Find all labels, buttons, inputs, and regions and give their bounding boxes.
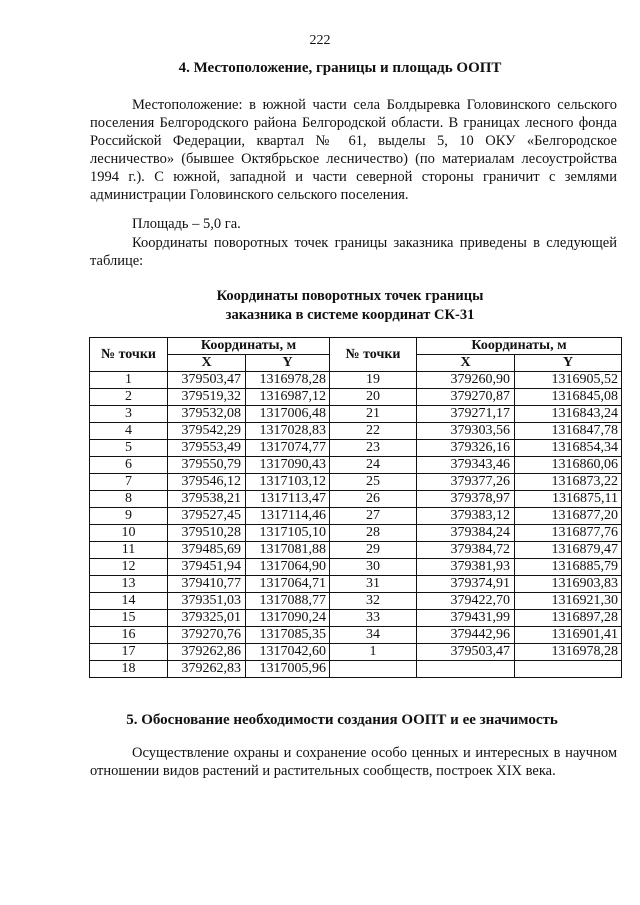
table-row xyxy=(90,491,622,508)
right-x-value xyxy=(417,661,515,678)
right-x-value: 379326,16 xyxy=(417,440,515,457)
right-y-value: 1316897,28 xyxy=(515,610,622,627)
left-point-number: 18 xyxy=(90,661,168,678)
right-y-value: 1316877,76 xyxy=(515,525,622,542)
left-point-number: 11 xyxy=(90,542,168,559)
table-row xyxy=(90,423,622,440)
table-row xyxy=(90,457,622,474)
right-point-number: 34 xyxy=(330,627,417,644)
right-x-value: 379422,70 xyxy=(417,593,515,610)
header-y-left: Y xyxy=(246,355,330,372)
right-x-value: 379383,12 xyxy=(417,508,515,525)
left-x-value: 379262,83 xyxy=(168,661,246,678)
left-x-value: 379485,69 xyxy=(168,542,246,559)
right-y-value: 1316847,78 xyxy=(515,423,622,440)
right-y-value: 1316845,08 xyxy=(515,389,622,406)
left-x-value: 379527,45 xyxy=(168,508,246,525)
right-x-value: 379384,24 xyxy=(417,525,515,542)
right-x-value: 379381,93 xyxy=(417,559,515,576)
right-x-value: 379377,26 xyxy=(417,474,515,491)
justification-paragraph xyxy=(90,744,617,780)
page-number: 222 xyxy=(309,33,331,48)
justification-text: Осуществление охраны и сохранение особо ценных и интересных в научном отношении видов растений и растительных сообществ, построек XIX века. xyxy=(90,745,617,779)
left-y-value: 1316987,12 xyxy=(246,389,330,406)
right-x-value: 379503,47 xyxy=(417,644,515,661)
location-text: Местоположение: в южной части села Болдыревка Головинского сельского поселения Белгородского района Белгородской области. В границах лесного фонда Российской Федерации, квартал № 61, выделы 5, 10 ОКУ «Белгородское лесничество» (бывшее Октябрьское лесничество) (по материалам лесоустройства 1994 г.). С южной, западной и части северной стороны граничит с землями администрации Головинского сельского поселения. xyxy=(90,97,617,203)
left-y-value: 1317090,24 xyxy=(246,610,330,627)
right-y-value: 1316905,52 xyxy=(515,372,622,389)
left-x-value: 379550,79 xyxy=(168,457,246,474)
area-text: Площадь – 5,0 га. xyxy=(132,216,241,232)
table-title xyxy=(150,287,550,325)
right-x-value: 379303,56 xyxy=(417,423,515,440)
table-row xyxy=(90,440,622,457)
table-row xyxy=(90,661,622,678)
left-y-value: 1317105,10 xyxy=(246,525,330,542)
left-x-value: 379546,12 xyxy=(168,474,246,491)
left-point-number: 1 xyxy=(90,372,168,389)
location-paragraph xyxy=(90,96,617,204)
right-point-number: 30 xyxy=(330,559,417,576)
right-x-value: 379384,72 xyxy=(417,542,515,559)
left-y-value: 1316978,28 xyxy=(246,372,330,389)
header-y-right: Y xyxy=(515,355,622,372)
table-title-line-2: заказника в системе координат СК-31 xyxy=(225,307,475,323)
right-point-number: 21 xyxy=(330,406,417,423)
table-row xyxy=(90,610,622,627)
right-point-number: 29 xyxy=(330,542,417,559)
left-y-value: 1317103,12 xyxy=(246,474,330,491)
right-y-value: 1316903,83 xyxy=(515,576,622,593)
table-row xyxy=(90,627,622,644)
left-x-value: 379553,49 xyxy=(168,440,246,457)
left-y-value: 1317088,77 xyxy=(246,593,330,610)
left-x-value: 379270,76 xyxy=(168,627,246,644)
left-point-number: 2 xyxy=(90,389,168,406)
right-y-value: 1316901,41 xyxy=(515,627,622,644)
right-y-value: 1316921,30 xyxy=(515,593,622,610)
left-x-value: 379538,21 xyxy=(168,491,246,508)
left-x-value: 379510,28 xyxy=(168,525,246,542)
table-row xyxy=(90,389,622,406)
right-point-number xyxy=(330,661,417,678)
left-point-number: 13 xyxy=(90,576,168,593)
table-row xyxy=(90,406,622,423)
left-y-value: 1317006,48 xyxy=(246,406,330,423)
coordinates-table-body xyxy=(90,372,622,678)
left-x-value: 379325,01 xyxy=(168,610,246,627)
left-y-value: 1317064,90 xyxy=(246,559,330,576)
right-y-value: 1316877,20 xyxy=(515,508,622,525)
right-x-value: 379378,97 xyxy=(417,491,515,508)
right-x-value: 379442,96 xyxy=(417,627,515,644)
right-point-number: 33 xyxy=(330,610,417,627)
left-y-value: 1317090,43 xyxy=(246,457,330,474)
right-point-number: 31 xyxy=(330,576,417,593)
section-4-heading: 4. Местоположение, границы и площадь ООПТ xyxy=(178,60,502,76)
left-x-value: 379519,32 xyxy=(168,389,246,406)
right-x-value: 379343,46 xyxy=(417,457,515,474)
right-point-number: 22 xyxy=(330,423,417,440)
left-x-value: 379542,29 xyxy=(168,423,246,440)
right-y-value: 1316875,11 xyxy=(515,491,622,508)
left-y-value: 1317114,46 xyxy=(246,508,330,525)
table-row xyxy=(90,576,622,593)
right-y-value: 1316879,47 xyxy=(515,542,622,559)
left-y-value: 1317081,88 xyxy=(246,542,330,559)
left-point-number: 12 xyxy=(90,559,168,576)
left-point-number: 7 xyxy=(90,474,168,491)
header-point-right: № точки xyxy=(330,338,417,372)
table-row xyxy=(90,559,622,576)
header-x-right: X xyxy=(417,355,515,372)
right-x-value: 379374,91 xyxy=(417,576,515,593)
right-y-value: 1316854,34 xyxy=(515,440,622,457)
right-x-value: 379271,17 xyxy=(417,406,515,423)
table-title-line-1: Координаты поворотных точек границы xyxy=(216,288,484,304)
left-y-value: 1317113,47 xyxy=(246,491,330,508)
left-point-number: 14 xyxy=(90,593,168,610)
left-x-value: 379410,77 xyxy=(168,576,246,593)
table-row xyxy=(90,474,622,491)
right-point-number: 27 xyxy=(330,508,417,525)
left-point-number: 4 xyxy=(90,423,168,440)
table-row xyxy=(90,593,622,610)
left-y-value: 1317064,71 xyxy=(246,576,330,593)
coords-intro-text: Координаты поворотных точек границы заказника приведены в следующей таблице: xyxy=(90,235,617,269)
left-x-value: 379262,86 xyxy=(168,644,246,661)
right-point-number: 32 xyxy=(330,593,417,610)
right-y-value: 1316873,22 xyxy=(515,474,622,491)
left-point-number: 3 xyxy=(90,406,168,423)
table-row xyxy=(90,644,622,661)
left-x-value: 379351,03 xyxy=(168,593,246,610)
right-x-value: 379260,90 xyxy=(417,372,515,389)
area-paragraph xyxy=(90,215,617,233)
left-y-value: 1317005,96 xyxy=(246,661,330,678)
left-y-value: 1317028,83 xyxy=(246,423,330,440)
left-point-number: 5 xyxy=(90,440,168,457)
left-point-number: 9 xyxy=(90,508,168,525)
right-point-number: 20 xyxy=(330,389,417,406)
left-x-value: 379532,08 xyxy=(168,406,246,423)
right-point-number: 28 xyxy=(330,525,417,542)
left-y-value: 1317074,77 xyxy=(246,440,330,457)
header-x-left: X xyxy=(168,355,246,372)
coords-intro-paragraph xyxy=(90,234,617,270)
right-x-value: 379431,99 xyxy=(417,610,515,627)
header-coords-left: Координаты, м xyxy=(168,338,330,355)
left-point-number: 6 xyxy=(90,457,168,474)
left-point-number: 8 xyxy=(90,491,168,508)
header-coords-right: Координаты, м xyxy=(417,338,622,355)
left-point-number: 10 xyxy=(90,525,168,542)
right-point-number: 25 xyxy=(330,474,417,491)
right-y-value: 1316860,06 xyxy=(515,457,622,474)
right-y-value: 1316885,79 xyxy=(515,559,622,576)
right-point-number: 1 xyxy=(330,644,417,661)
table-row xyxy=(90,542,622,559)
table-row xyxy=(90,508,622,525)
right-point-number: 26 xyxy=(330,491,417,508)
coordinates-table xyxy=(89,337,622,678)
right-point-number: 24 xyxy=(330,457,417,474)
left-x-value: 379451,94 xyxy=(168,559,246,576)
header-point-left: № точки xyxy=(90,338,168,372)
left-x-value: 379503,47 xyxy=(168,372,246,389)
left-point-number: 16 xyxy=(90,627,168,644)
right-y-value: 1316978,28 xyxy=(515,644,622,661)
left-point-number: 15 xyxy=(90,610,168,627)
right-x-value: 379270,87 xyxy=(417,389,515,406)
right-y-value xyxy=(515,661,622,678)
right-y-value: 1316843,24 xyxy=(515,406,622,423)
table-row xyxy=(90,525,622,542)
table-row xyxy=(90,372,622,389)
section-5-heading: 5. Обоснование необходимости создания ООПТ и ее значимость xyxy=(126,712,558,728)
right-point-number: 19 xyxy=(330,372,417,389)
left-y-value: 1317085,35 xyxy=(246,627,330,644)
left-point-number: 17 xyxy=(90,644,168,661)
left-y-value: 1317042,60 xyxy=(246,644,330,661)
right-point-number: 23 xyxy=(330,440,417,457)
